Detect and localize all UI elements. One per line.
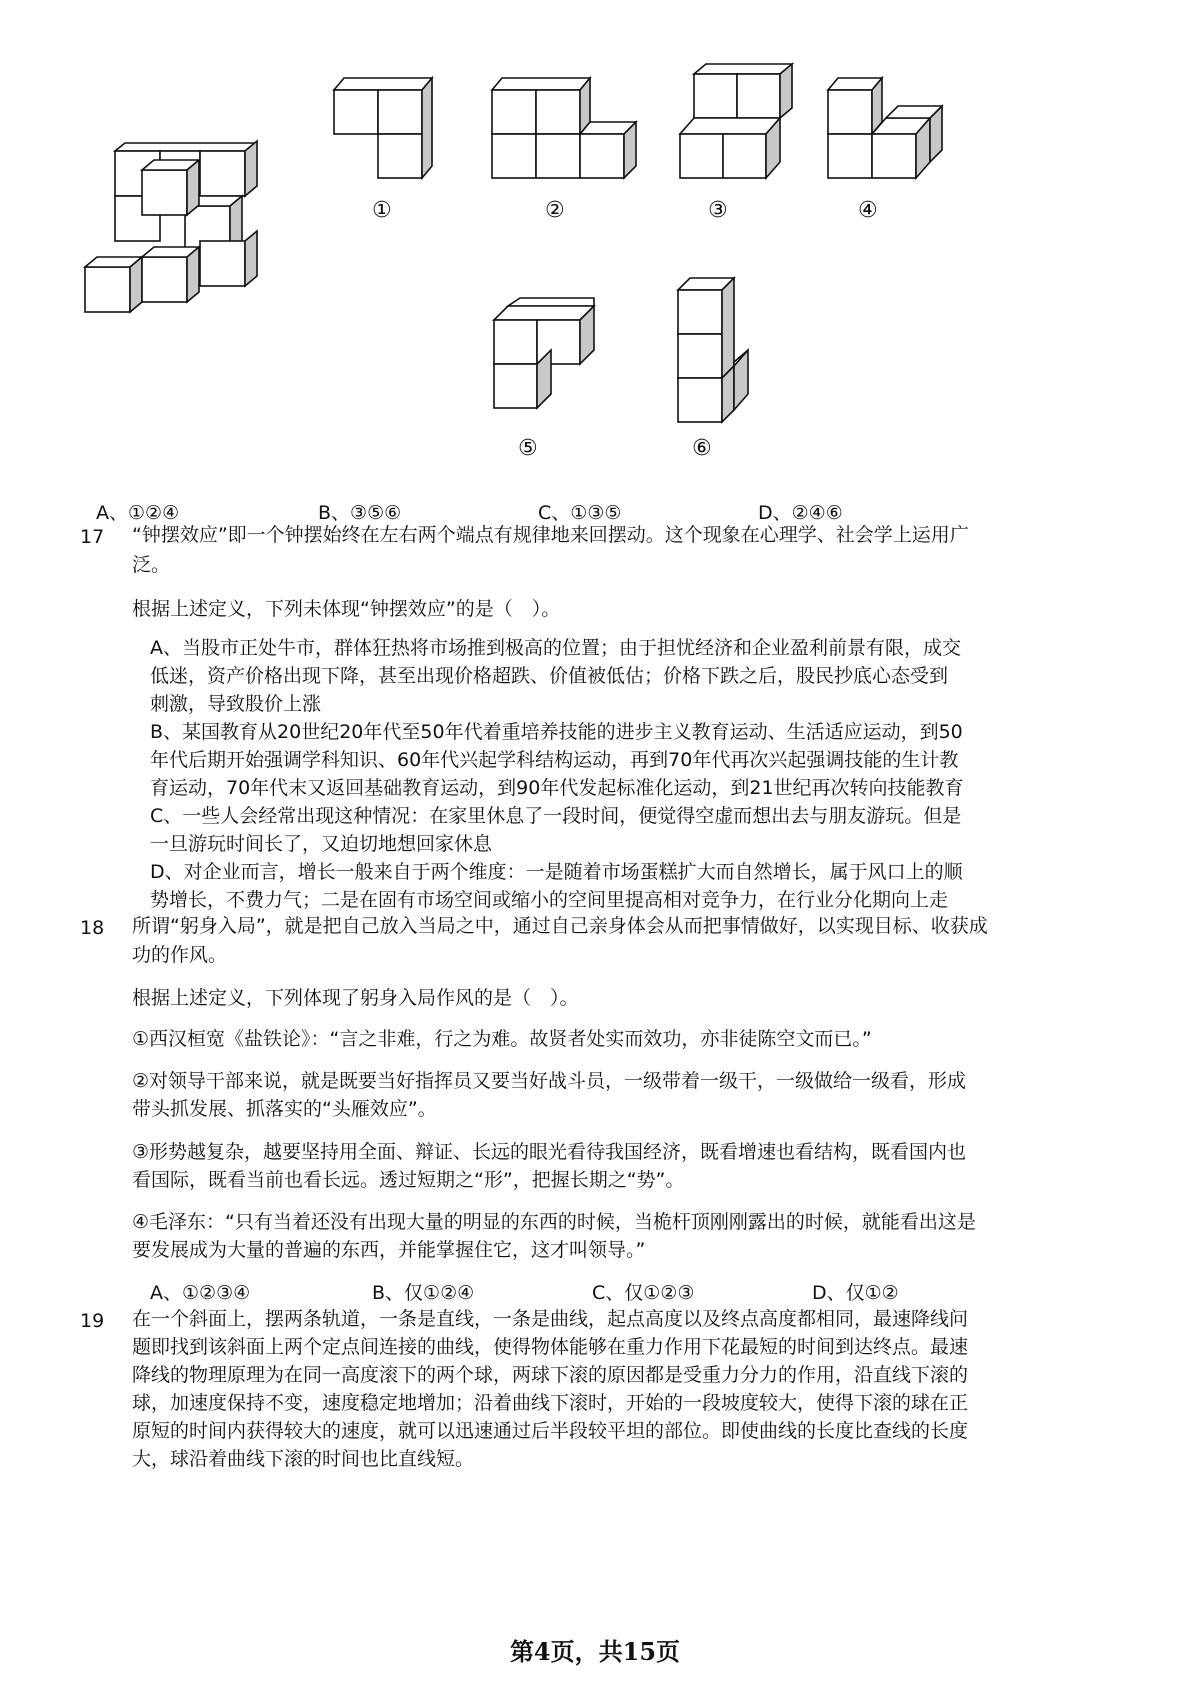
- q18-item-line: 带头抓发展、抓落实的“头雁效应”。: [132, 1098, 437, 1120]
- q17-option-line: 一旦游玩时间长了，又迫切地想回家休息: [150, 833, 493, 855]
- page-footer: 第4页，共15页: [509, 1637, 681, 1666]
- q18-stem-line: 功的作风。: [132, 944, 228, 966]
- figure-1-label: ①: [372, 198, 392, 223]
- q18-option-c: C、仅①②③: [592, 1282, 695, 1304]
- q17-stem-line: “钟摆效应”即一个钟摆始终在左右两个端点有规律地来回摆动。这个现象在心理学、社会学上运用广: [132, 524, 969, 546]
- q17-number: 17: [80, 526, 105, 548]
- q19-stem-line: 题即找到该斜面上两个定点间连接的曲线，使得物体能够在重力作用下花最短的时间到达终点。最速: [132, 1336, 969, 1358]
- figure-2-label: ②: [545, 198, 565, 223]
- q17-option-line: D、对企业而言，增长一般来自于两个维度：一是随着市场蛋糕扩大而自然增长，属于风口上的顺: [150, 861, 963, 883]
- q18-question: 根据上述定义，下列体现了躬身入局作风的是（ ）。: [132, 987, 579, 1009]
- q19-stem-line: 球，加速度保持不变，速度稳定地增加；沿着曲线下滚时，开始的一段坡度较大，使得下滚的球在正: [132, 1392, 969, 1414]
- q17-option-line: 刺激，导致股价上涨: [150, 693, 322, 715]
- q17-question: 根据上述定义，下列未体现“钟摆效应”的是（ ）。: [132, 598, 561, 620]
- q16-option-c: C、①③⑤: [538, 502, 622, 524]
- figure-2-cubes: [490, 72, 640, 182]
- q18-option-b: B、仅①②④: [372, 1282, 475, 1304]
- q19-number: 19: [80, 1310, 105, 1332]
- figure-5-label: ⑤: [518, 436, 538, 461]
- q19-stem-line: 降线的物理原理为在同一高度滚下的两个球，两球下滚的原因都是受重力分力的作用，沿直线下滚的: [132, 1364, 969, 1386]
- q17-stem-line: 泛。: [132, 554, 171, 576]
- q17-option-line: 年代后期开始强调学科知识、60年代兴起学科结构运动，再到70年代再次兴起强调技能的生计教: [150, 749, 959, 771]
- q17-option-line: 低迷，资产价格出现下降，甚至出现价格超跌、价值被低估；价格下跌之后，股民抄底心态受到: [150, 665, 949, 687]
- q17-option-line: 势增长，不费力气；二是在固有市场空间或缩小的空间里提高相对竞争力，在行业分化期向上走: [150, 889, 949, 911]
- figure-3-cubes: [676, 62, 806, 182]
- figure-1-cubes: [332, 72, 442, 182]
- q19-stem-line: 在一个斜面上，摆两条轨道，一条是直线，一条是曲线，起点高度以及终点高度都相同，最速降线问: [132, 1308, 969, 1330]
- figure-6-label: ⑥: [692, 436, 712, 461]
- q16-option-a: A、①②④: [96, 502, 180, 524]
- q18-number: 18: [80, 917, 105, 939]
- q18-item-line: 看国际，既看当前也看长远。透过短期之“形”，把握长期之“势”。: [132, 1169, 685, 1191]
- q17-option-line: 育运动，70年代末又返回基础教育运动，到90年代发起标准化运动，到21世纪再次转向技能教育: [150, 777, 964, 799]
- q18-item-line: ③形势越复杂，越要坚持用全面、辩证、长远的眼光看待我国经济，既看增速也看结构，既看国内也: [132, 1141, 967, 1163]
- q19-stem-line: 大，球沿着曲线下滚的时间也比直线短。: [132, 1448, 475, 1470]
- q16-option-d: D、②④⑥: [758, 502, 843, 524]
- q18-option-a: A、①②③④: [150, 1282, 251, 1304]
- q18-item-line: ①西汉桓宽《盐铁论》：“言之非难，行之为难。故贤者处实而效功，亦非徒陈空文而已。”: [132, 1028, 872, 1050]
- q18-item-line: 要发展成为大量的普遍的东西，并能掌握住它，这才叫领导。”: [132, 1239, 646, 1261]
- q19-stem-line: 原短的时间内获得较大的速度，就可以迅速通过后半段较平坦的部位。即使曲线的长度比查线的长度: [132, 1420, 969, 1442]
- q17-option-line: C、一些人会经常出现这种情况：在家里休息了一段时间，便觉得空虚而想出去与朋友游玩。但是: [150, 805, 962, 827]
- q18-stem-line: 所谓“躬身入局”，就是把自己放入当局之中，通过自己亲身体会从而把事情做好，以实现目标、收获成: [132, 915, 988, 937]
- q18-option-d: D、仅①②: [812, 1282, 899, 1304]
- q16-option-b: B、③⑤⑥: [318, 502, 402, 524]
- figure-6-cubes: [674, 272, 759, 427]
- q17-option-line: A、当股市正处牛市，群体狂热将市场推到极高的位置；由于担忧经济和企业盈利前景有限，成交: [150, 637, 962, 659]
- q18-item-line: ②对领导干部来说，就是既要当好指挥员又要当好战斗员，一级带着一级干，一级做给一级看，形成: [132, 1070, 967, 1092]
- q18-item-line: ④毛泽东：“只有当着还没有出现大量的明显的东西的时候，当桅杆顶刚刚露出的时候，就能看出这是: [132, 1211, 976, 1233]
- figure-3-label: ③: [708, 198, 728, 223]
- figure-4-cubes: [826, 72, 951, 182]
- figure-4-label: ④: [858, 198, 878, 223]
- main-cube-figure: [80, 135, 265, 320]
- q17-option-line: B、某国教育从20世纪20年代至50年代着重培养技能的进步主义教育运动、生活适应运动，到50: [150, 721, 963, 743]
- figure-5-cubes: [490, 292, 605, 412]
